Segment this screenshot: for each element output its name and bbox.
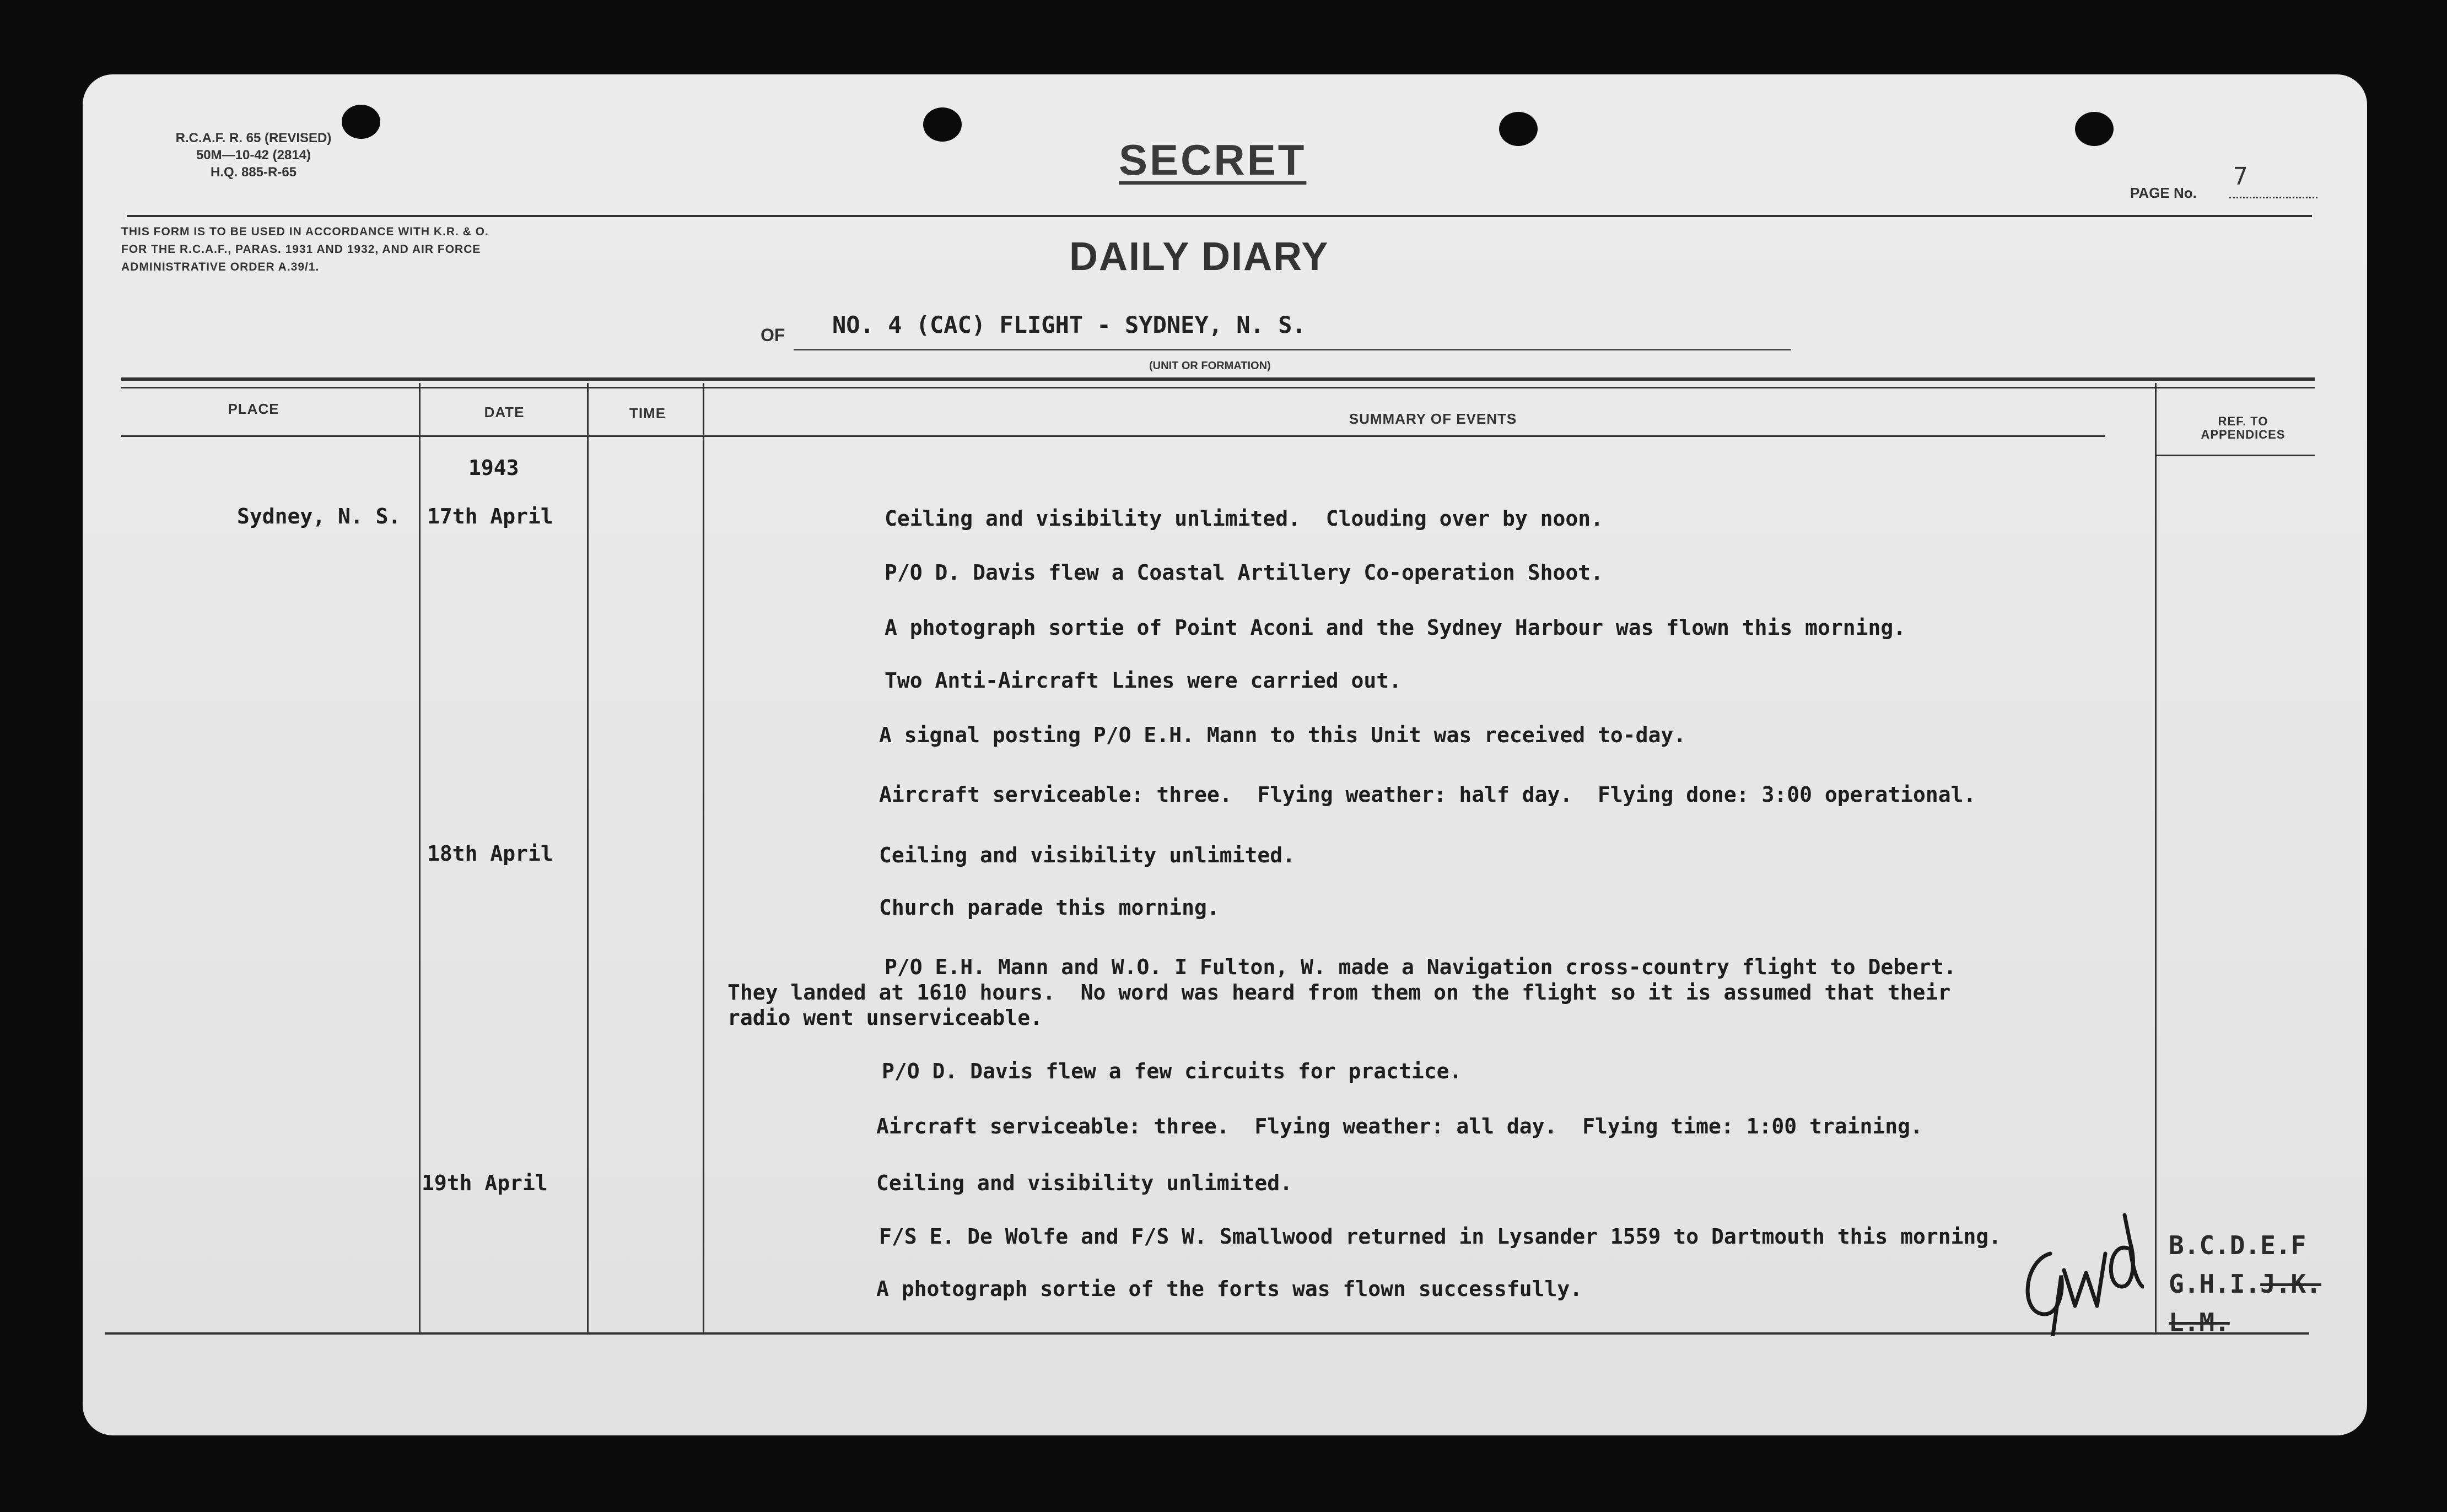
unit-name: NO. 4 (CAC) FLIGHT - SYDNEY, N. S.: [832, 311, 1306, 338]
column-header-ref: REF. TO APPENDICES: [2201, 414, 2286, 441]
page-title: DAILY DIARY: [1069, 235, 1329, 279]
page-number-rule: [2229, 197, 2317, 198]
punch-hole: [2075, 112, 2114, 146]
page-number-label: PAGE No.: [2130, 185, 2197, 201]
event-line: Two Anti-Aircraft Lines were carried out.: [885, 668, 1402, 693]
classification-stamp: SECRET: [1119, 136, 1307, 184]
date-entry: 18th April: [427, 841, 553, 866]
event-line: A photograph sortie of the forts was flown successfully.: [876, 1277, 1583, 1301]
punch-hole: [1499, 112, 1538, 146]
column-header-place: PLACE: [228, 401, 279, 417]
punch-hole: [923, 107, 962, 142]
event-line: A photograph sortie of Point Aconi and the Sydney Harbour was flown this morning.: [885, 615, 1906, 640]
form-identifier: [132, 129, 375, 181]
event-line: Ceiling and visibility unlimited. Clouding over by noon.: [885, 506, 1604, 531]
column-header-summary: SUMMARY OF EVENTS: [1349, 411, 1517, 427]
form-number: R.C.A.F. R. 65 (REVISED): [175, 131, 332, 145]
unit-rule: [794, 349, 1791, 350]
usage-note: THIS FORM IS TO BE USED IN ACCORDANCE WITH K.R. & O. FOR THE R.C.A.F., PARAS. 1931 AND 1932, AND AIR FORCE ADMINISTRATIVE ORDER A.39/1.: [121, 225, 489, 273]
table-bottom-rule: [105, 1332, 2309, 1335]
of-label: OF: [761, 325, 785, 345]
event-line: Ceiling and visibility unlimited.: [879, 843, 1295, 867]
print-line: H.Q. 885-R-65: [210, 165, 297, 180]
appendix-ref: B.C.D.E.F: [2169, 1230, 2306, 1260]
event-line: P/O E.H. Mann and W.O. I Fulton, W. made a Navigation cross-country flight to Debert.: [885, 955, 1956, 979]
event-line: P/O D. Davis flew a few circuits for practice.: [882, 1059, 1462, 1083]
column-divider: [2155, 383, 2157, 1333]
event-line: A signal posting P/O E.H. Mann to this Unit was received to-day.: [879, 723, 1686, 747]
unit-caption: (UNIT OR FORMATION): [1149, 360, 1271, 372]
table-top-rule: [121, 377, 2315, 381]
print-line: 50M—10-42 (2814): [196, 148, 311, 163]
diary-form-card: [83, 74, 2367, 1435]
column-header-time: TIME: [629, 405, 666, 422]
column-header-date: DATE: [484, 404, 525, 420]
column-divider: [419, 383, 421, 1333]
column-divider: [703, 383, 704, 1333]
column-divider: [587, 383, 589, 1333]
event-line: Ceiling and visibility unlimited.: [876, 1171, 1292, 1195]
event-line: Aircraft serviceable: three. Flying weather: all day. Flying time: 1:00 training.: [876, 1114, 1923, 1138]
event-line: F/S E. De Wolfe and F/S W. Smallwood returned in Lysander 1559 to Dartmouth this morning.: [879, 1224, 2002, 1249]
page-number: 7: [2233, 163, 2248, 191]
table-top-rule-inner: [121, 387, 2315, 388]
event-line: Aircraft serviceable: three. Flying weather: half day. Flying done: 3:00 operational.: [879, 782, 1976, 807]
appendix-ref-part: G.H.I.: [2169, 1269, 2261, 1299]
event-line: radio went unserviceable.: [727, 1006, 1043, 1030]
date-entry: 17th April: [427, 504, 553, 528]
appendix-ref: [2169, 1265, 2321, 1303]
header-rule: [127, 215, 2312, 217]
appendix-ref-struck: J.K.: [2260, 1269, 2321, 1299]
year: 1943: [468, 456, 519, 480]
appendix-ref-struck: L.M.: [2169, 1308, 2230, 1337]
event-line: They landed at 1610 hours. No word was heard from them on the flight so it is assumed that their: [727, 980, 1951, 1005]
handwritten-signature: [2012, 1209, 2144, 1336]
place-entry: Sydney, N. S.: [237, 504, 401, 528]
event-line: P/O D. Davis flew a Coastal Artillery Co-operation Shoot.: [885, 560, 1604, 585]
date-entry: 19th April: [422, 1171, 548, 1195]
ref-header-rule: [2155, 455, 2315, 456]
event-line: Church parade this morning.: [879, 895, 1220, 920]
